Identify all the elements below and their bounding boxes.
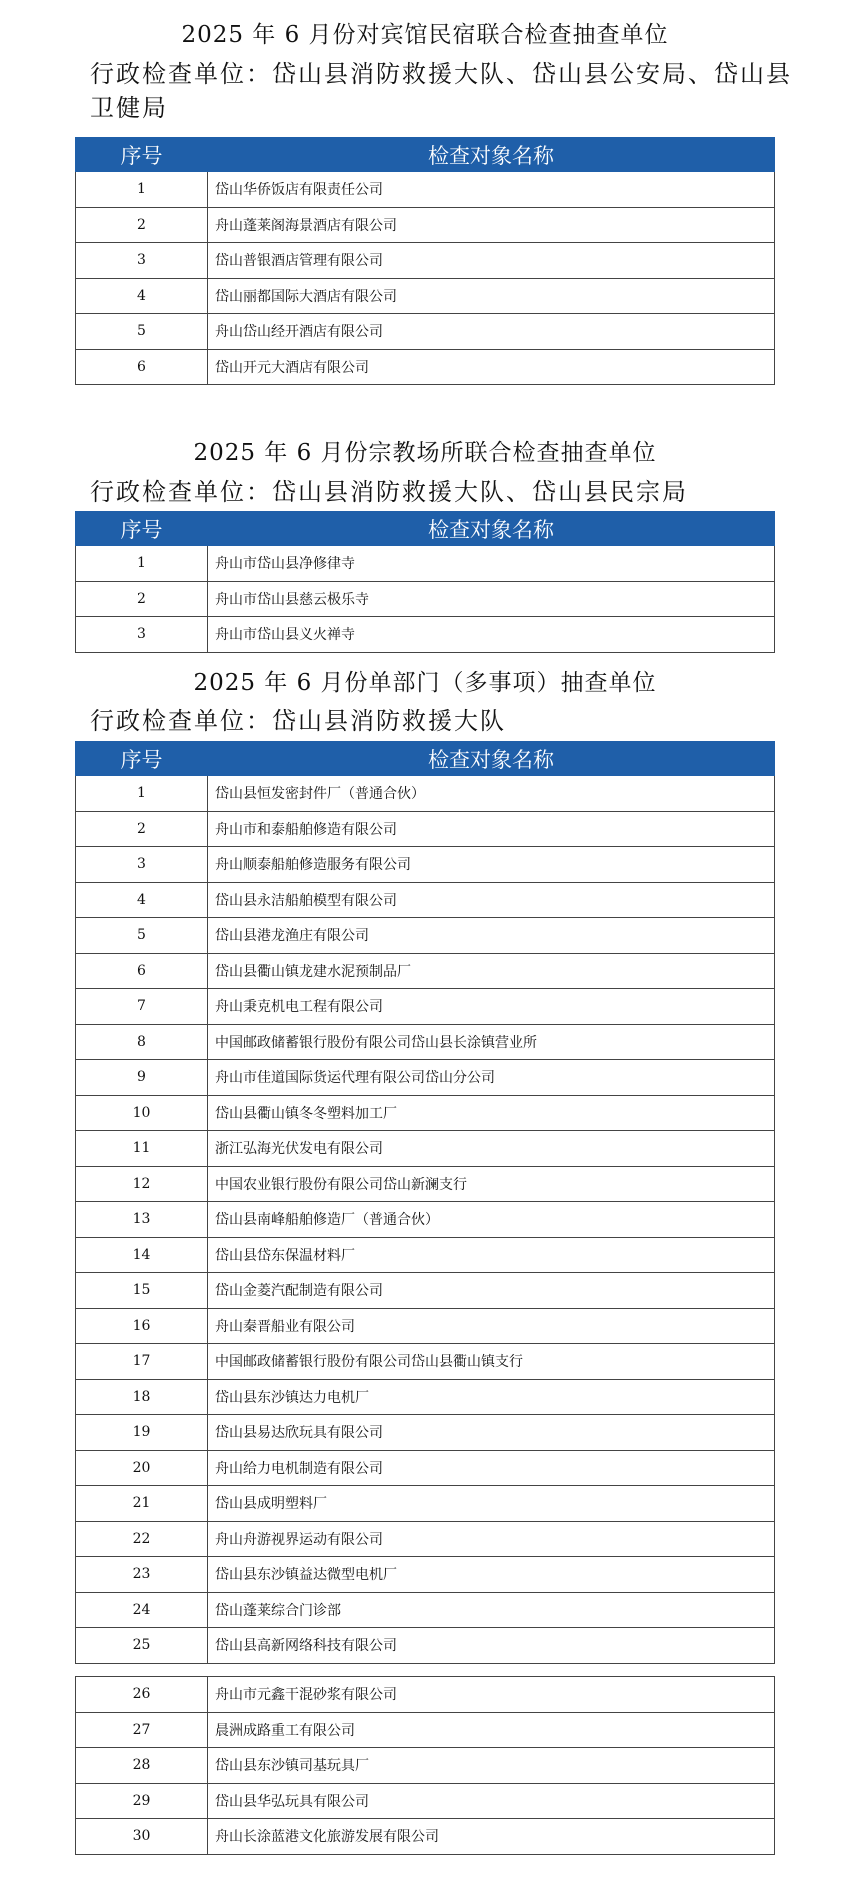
- section-3-inspection-units: 行政检查单位：岱山县消防救援大队: [90, 707, 506, 735]
- table-row: [76, 811, 775, 847]
- row-number: 21: [76, 1486, 208, 1522]
- table-row: [76, 1628, 775, 1664]
- inspection-target-name: 舟山市和泰船舶修造有限公司: [208, 811, 775, 847]
- inspection-target-name: 岱山县易达欣玩具有限公司: [208, 1415, 775, 1451]
- section-2-inspection-units: 行政检查单位：岱山县消防救援大队、岱山县民宗局: [90, 478, 688, 506]
- inspection-target-name: 晨洲成路重工有限公司: [208, 1712, 775, 1748]
- column-header-name: 检查对象名称: [208, 512, 775, 546]
- table-row: [76, 1819, 775, 1855]
- inspection-target-name: 岱山县衢山镇冬冬塑料加工厂: [208, 1095, 775, 1131]
- row-number: 17: [76, 1344, 208, 1380]
- table-row: [76, 847, 775, 883]
- row-number: 16: [76, 1308, 208, 1344]
- section-2-table: [75, 511, 775, 653]
- inspection-target-name: 舟山市佳道国际货运代理有限公司岱山分公司: [208, 1060, 775, 1096]
- table-row: [76, 953, 775, 989]
- inspection-target-name: 岱山金菱汽配制造有限公司: [208, 1273, 775, 1309]
- column-header-no: 序号: [76, 742, 208, 776]
- inspection-target-name: 舟山蓬莱阁海景酒店有限公司: [208, 207, 775, 243]
- row-number: 18: [76, 1379, 208, 1415]
- table-row: [76, 1095, 775, 1131]
- inspection-target-name: 舟山市元鑫干混砂浆有限公司: [208, 1677, 775, 1713]
- row-number: 6: [76, 953, 208, 989]
- table-row: [76, 1060, 775, 1096]
- inspection-target-name: 舟山市岱山县净修律寺: [208, 546, 775, 582]
- section-1-inspection-units-cont: 卫健局: [90, 94, 168, 122]
- section-3-table: [75, 741, 775, 1664]
- table-row: [76, 776, 775, 812]
- inspection-target-name: 岱山县岱东保温材料厂: [208, 1237, 775, 1273]
- inspection-target-name: 岱山华侨饭店有限责任公司: [208, 172, 775, 208]
- inspection-target-name: 岱山县华弘玩具有限公司: [208, 1783, 775, 1819]
- row-number: 12: [76, 1166, 208, 1202]
- inspection-target-name: 舟山岱山经开酒店有限公司: [208, 314, 775, 350]
- row-number: 9: [76, 1060, 208, 1096]
- inspection-target-name: 舟山长涂蓝港文化旅游发展有限公司: [208, 1819, 775, 1855]
- row-number: 6: [76, 349, 208, 385]
- table-row: [76, 314, 775, 350]
- inspection-target-name: 岱山县港龙渔庄有限公司: [208, 918, 775, 954]
- table-row: [76, 1131, 775, 1167]
- inspection-target-name: 岱山县东沙镇司基玩具厂: [208, 1748, 775, 1784]
- table-row: [76, 1748, 775, 1784]
- inspection-target-name: 舟山秉克机电工程有限公司: [208, 989, 775, 1025]
- inspection-target-name: 岱山县成明塑料厂: [208, 1486, 775, 1522]
- table-row: [76, 349, 775, 385]
- table-row: [76, 207, 775, 243]
- row-number: 23: [76, 1557, 208, 1593]
- row-number: 5: [76, 314, 208, 350]
- table-row: [76, 1166, 775, 1202]
- row-number: 27: [76, 1712, 208, 1748]
- column-header-name: 检查对象名称: [208, 138, 775, 172]
- row-number: 24: [76, 1592, 208, 1628]
- row-number: 15: [76, 1273, 208, 1309]
- inspection-target-name: 舟山市岱山县慈云极乐寺: [208, 581, 775, 617]
- inspection-target-name: 岱山县恒发密封件厂（普通合伙）: [208, 776, 775, 812]
- inspection-target-name: 浙江弘海光伏发电有限公司: [208, 1131, 775, 1167]
- column-header-name: 检查对象名称: [208, 742, 775, 776]
- row-number: 2: [76, 581, 208, 617]
- table-row: [76, 1450, 775, 1486]
- inspection-target-name: 岱山普银酒店管理有限公司: [208, 243, 775, 279]
- table-row: [76, 989, 775, 1025]
- inspection-target-name: 舟山秦晋船业有限公司: [208, 1308, 775, 1344]
- inspection-target-name: 中国邮政储蓄银行股份有限公司岱山县长涂镇营业所: [208, 1024, 775, 1060]
- row-number: 4: [76, 278, 208, 314]
- table-row: [76, 1024, 775, 1060]
- column-header-no: 序号: [76, 512, 208, 546]
- table-row: [76, 1783, 775, 1819]
- row-number: 29: [76, 1783, 208, 1819]
- row-number: 22: [76, 1521, 208, 1557]
- section-2-title: 2025 年 6 月份宗教场所联合检查抽查单位: [193, 440, 657, 466]
- table-row: [76, 172, 775, 208]
- inspection-target-name: 舟山给力电机制造有限公司: [208, 1450, 775, 1486]
- table-row: [76, 546, 775, 582]
- row-number: 3: [76, 847, 208, 883]
- row-number: 19: [76, 1415, 208, 1451]
- table-row: [76, 243, 775, 279]
- row-number: 2: [76, 811, 208, 847]
- row-number: 4: [76, 882, 208, 918]
- row-number: 13: [76, 1202, 208, 1238]
- table-row: [76, 1677, 775, 1713]
- inspection-target-name: 舟山市岱山县义火禅寺: [208, 617, 775, 653]
- column-header-no: 序号: [76, 138, 208, 172]
- table-row: [76, 1237, 775, 1273]
- row-number: 20: [76, 1450, 208, 1486]
- table-row: [76, 1592, 775, 1628]
- row-number: 25: [76, 1628, 208, 1664]
- row-number: 3: [76, 243, 208, 279]
- row-number: 7: [76, 989, 208, 1025]
- inspection-target-name: 岱山开元大酒店有限公司: [208, 349, 775, 385]
- table-row: [76, 1415, 775, 1451]
- table-row: [76, 918, 775, 954]
- row-number: 8: [76, 1024, 208, 1060]
- inspection-target-name: 岱山丽都国际大酒店有限公司: [208, 278, 775, 314]
- inspection-target-name: 中国邮政储蓄银行股份有限公司岱山县衢山镇支行: [208, 1344, 775, 1380]
- inspection-target-name: 岱山县东沙镇益达微型电机厂: [208, 1557, 775, 1593]
- inspection-target-name: 岱山县东沙镇达力电机厂: [208, 1379, 775, 1415]
- table-row: [76, 581, 775, 617]
- row-number: 26: [76, 1677, 208, 1713]
- row-number: 2: [76, 207, 208, 243]
- table-row: [76, 1273, 775, 1309]
- table-row: [76, 1202, 775, 1238]
- row-number: 1: [76, 776, 208, 812]
- row-number: 14: [76, 1237, 208, 1273]
- row-number: 1: [76, 172, 208, 208]
- row-number: 1: [76, 546, 208, 582]
- row-number: 3: [76, 617, 208, 653]
- row-number: 11: [76, 1131, 208, 1167]
- table-row: [76, 882, 775, 918]
- row-number: 30: [76, 1819, 208, 1855]
- section-1-table: [75, 137, 775, 385]
- table-row: [76, 1712, 775, 1748]
- table-row: [76, 1557, 775, 1593]
- inspection-target-name: 岱山县高新网络科技有限公司: [208, 1628, 775, 1664]
- inspection-target-name: 中国农业银行股份有限公司岱山新澜支行: [208, 1166, 775, 1202]
- row-number: 5: [76, 918, 208, 954]
- table-row: [76, 1486, 775, 1522]
- section-1-inspection-units: 行政检查单位：岱山县消防救援大队、岱山县公安局、岱山县: [90, 60, 792, 88]
- inspection-target-name: 舟山舟游视界运动有限公司: [208, 1521, 775, 1557]
- inspection-target-name: 岱山蓬莱综合门诊部: [208, 1592, 775, 1628]
- section-3-title: 2025 年 6 月份单部门（多事项）抽查单位: [193, 670, 657, 696]
- table-row: [76, 617, 775, 653]
- table-row: [76, 1344, 775, 1380]
- inspection-target-name: 岱山县永洁船舶模型有限公司: [208, 882, 775, 918]
- section-3-table-continued: [75, 1676, 775, 1855]
- row-number: 28: [76, 1748, 208, 1784]
- inspection-target-name: 岱山县衢山镇龙建水泥预制品厂: [208, 953, 775, 989]
- table-row: [76, 1308, 775, 1344]
- table-row: [76, 1379, 775, 1415]
- table-row: [76, 278, 775, 314]
- row-number: 10: [76, 1095, 208, 1131]
- section-1-title: 2025 年 6 月份对宾馆民宿联合检查抽查单位: [181, 22, 669, 48]
- inspection-target-name: 舟山顺泰船舶修造服务有限公司: [208, 847, 775, 883]
- inspection-target-name: 岱山县南峰船舶修造厂（普通合伙）: [208, 1202, 775, 1238]
- table-row: [76, 1521, 775, 1557]
